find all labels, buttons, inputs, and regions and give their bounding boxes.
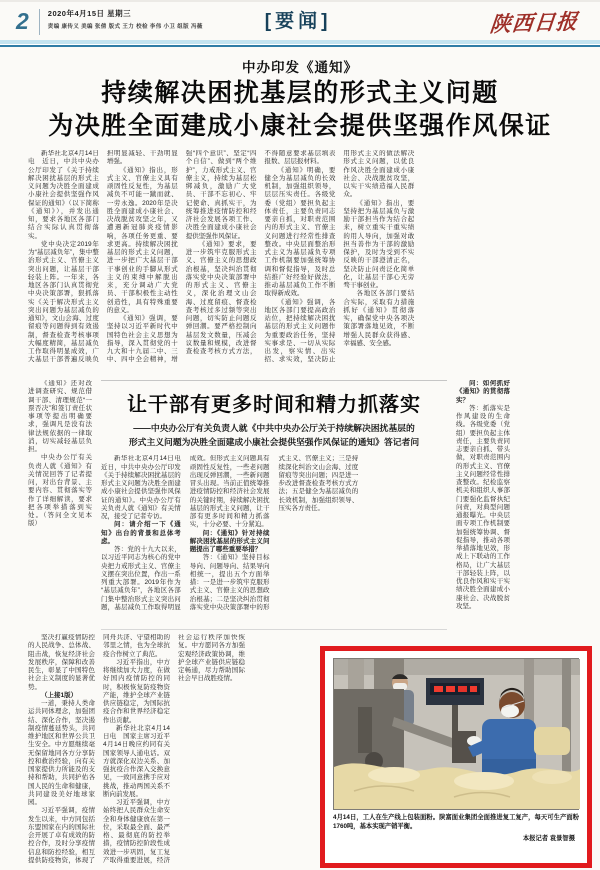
section-label: [要闻] (264, 11, 332, 32)
article1-kicker: 中办印发《通知》 (242, 60, 358, 75)
date-block (48, 8, 203, 30)
bottom-band (28, 634, 579, 870)
article2-subtitle (101, 422, 447, 449)
middle-band (28, 380, 572, 630)
photo-caption: 4月14日，工人在生产线上包装面粉。陕富面业集团全面推进复工复产，每天可生产面粉1760吨，基本实现产销平衡。 (333, 814, 579, 830)
article1-title-line1: 持续解决困扰基层的形式主义问题 (101, 79, 499, 107)
factory-photo-illustration (334, 659, 580, 809)
article2-subtitle-line1: ——中央办公厅有关负责人就《中共中央办公厅关于持续解决困扰基层的 (133, 423, 415, 433)
article2-subtitle-line2: 形式主义问题为决胜全面建成小康社会提供坚强作风保证的通知》答记者问 (128, 436, 420, 447)
photo-credit: 本报记者 袁景智摄 (522, 835, 575, 842)
continuation-body: 一道，秉持人类命运共同体理念，加强团结、深化合作，坚决遏制疫情蔓延势头，共同维护地区和世界公共卫生安全。中方愿继续毫无保留地同各方分享防控和救治经验，向有关国家提供力所能及的支持和帮助，共同护佑各国人民的生命和健康，共同建设美好地球家园。 习近平强调，疫情发生以来，中方同包括东盟国家在内的国际社会开展了卓有成效的防控合作，及时分享疫情信息和防控经验，相互提供防疫物资，体现了同舟共济、守望相助的邻里之情，也为全球抗疫合作树立了典范。 习近平指出，中方将继续加大力度，在做好国内疫情防控的同时，积极恢复防疫物资产能，维护全球产业链供应链稳定，为国际抗疫合作和世界经济稳定作出贡献。 新华社北京4月14日电 国家主席习近平4月14日晚应约同有关国家领导人通电话。双方就深化双边关系、加强抗疫合作深入交换意见，一致同意携手应对挑战，推动两国关系不断向前发展。 习近平强调，中方始终把人民群众生命安全和身体健康放在第一位，采取最全面、最严格、最彻底的防控举措，疫情防控阶段性成效进一步巩固，复工复产取得重要进展，经济社会运行秩序加快恢复。中方愿同各方加强宏观经济政策协调，维护全球产业链供应链稳定畅通，尽力帮助国际社会早日战胜疫情。 (28, 634, 245, 864)
article1-side-column: 《通知》还对改进调查研究、规范借调干部、清理规范“一票否决”和签订责任状事项等提出明确要求，强调凡是没有法律法规依据的一律取消，切实减轻基层负担。 中央办公厅有关负责人就《通知》有关情况回答了记者提问，对出台背景、主要内容、贯彻落实等作了详细解读，要求把各项举措落到实处。（答问全文见本版） (28, 380, 92, 528)
news-photo (333, 658, 579, 810)
date-line: 2020年4月15日 星期三 (47, 9, 132, 18)
article2-box (101, 380, 447, 630)
article2-body-columns: 新华社北京4月14日电 近日，中共中央办公厅印发《关于持续解决困扰基层的形式主义问题为决胜全面建成小康社会提供坚强作风保证的通知》。中央办公厅有关负责人就《通知》有关情况，接受了记者专访。 问：请介绍一下《通知》出台的背景和总体考虑。 答：党的十九大以来，以习近平同志为核心的党中央把力戒形式主义、官僚主义摆在突出位置，作出一系列重大部署。2019年作为“基层减负年”，各地区各部门集中整治形式主义突出问题，基层减负工作取得明显成效。但形式主义问题具有顽固性反复性，一些老问题出现反弹回潮，一些新问题冒头出现。当前正值统筹推进疫情防控和经济社会发展的关键时期，持续解决困扰基层的形式主义问题，让干部有更多时间和精力抓落实，十分必要、十分紧迫。 问：《通知》针对持续解决困扰基层的形式主义问题提出了哪些重要举措？ 答：《通知》坚持目标导向、问题导向、结果导向相统一，提出五个方面举措：一是进一步筑牢克服形式主义、官僚主义的思想政治根基；二是坚决纠治贯彻落实党中央决策部署中的形式主义、官僚主义；三是持续深化纠治文山会海、过度留痕等突出问题；四是进一步改进督查检查考核方式方法；五是健全为基层减负的长效机制，加强组织领导、压实各方责任。 (101, 455, 359, 611)
header-divider (39, 9, 40, 35)
photo-area (330, 634, 579, 870)
header-rule-dark (0, 45, 600, 47)
newspaper-masthead: 陕西日报 (488, 9, 580, 37)
page-main (0, 56, 600, 870)
continuation-columns (28, 634, 320, 870)
page-header (0, 2, 600, 40)
article1-body-columns: 新华社北京4月14日电 近日，中共中央办公厅印发了《关于持续解决困扰基层的形式主义问题为决胜全面建成小康社会提供坚强作风保证的通知》（以下简称《通知》），并发出通知，要求各地区各部门结合实际认真贯彻落实。 党中央决定2019年为“基层减负年”，集中整治形式主义、官僚主义突出问题，让基层干部轻装上阵。一年来，各地区各部门认真贯彻党中央决策部署，狠抓落实《关于解决形式主义突出问题为基层减负的通知》，文山会海、过度留痕等问题得到有效遏制，督查检查考核事项大幅度精简，基层减负工作取得明显成效，广大基层干部普遍反映负担明显减轻、干劲明显增强。 《通知》指出，形式主义、官僚主义具有顽固性反复性，为基层减负不可能一蹴而就、一劳永逸。2020年是决胜全面建成小康社会、决战脱贫攻坚之年，又遭遇新冠肺炎疫情影响，各项任务更重、要求更高。持续解决困扰基层的形式主义问题，进一步把广大基层干部干事创业的手脚从形式主义的束缚中解脱出来，充分调动广大党员、干部积极性主动性创造性，具有特殊重要的意义。 《通知》强调，要坚持以习近平新时代中国特色社会主义思想为指导，深入贯彻党的十九大和十九届二中、三中、四中全会精神，增强“四个意识”、坚定“四个自信”、做到“两个维护”，力戒形式主义、官僚主义，持续为基层松绑减负，激励广大党员、干部不忘初心、牢记使命、真抓实干，为统筹推进疫情防控和经济社会发展各项工作、决胜全面建成小康社会提供坚强作风保证。 《通知》要求，要进一步筑牢克服形式主义、官僚主义的思想政治根基，坚决纠治贯彻落实党中央决策部署中的形式主义、官僚主义，深化治理文山会海、过度留痕、督查检查考核过多过频等突出问题，切实防止问题反弹回潮。要严格控制向基层发文数量，压减会议数量和规模，改进督查检查考核方式方法，不得随意要求基层填表报数、层层报材料。 《通知》明确，要健全为基层减负的长效机制，加强组织领导，层层压实责任。各级党委（党组）要担负起主体责任，主要负责同志要亲自抓，对职责范围内的形式主义、官僚主义问题进行经常性排查整改。中央层面整治形式主义为基层减负专项工作机制要加强统筹协调和督促指导，及时总结推广好经验好做法，推动基层减负工作不断取得新成效。 《通知》强调，各地区各部门要提高政治站位，把持续解决困扰基层的形式主义问题作为重要政治任务，坚持实事求是、一切从实际出发，察实情、出实招、求实效，坚决防止用形式主义的做法解决形式主义问题，以优良作风决胜全面建成小康社会、决战脱贫攻坚，以实干实绩造福人民群众。 《通知》指出，要坚持把为基层减负与激励干部担当作为结合起来，树立重实干重实绩的用人导向，加强对敢担当善作为干部的激励保护，及时为受到不实反映的干部澄清正名，坚决防止问责泛化简单化，让基层干部心无旁骛干事创业。 各地区各部门要结合实际，采取有力措施抓好《通知》贯彻落实，确保党中央各项决策部署落地见效，不断增强人民群众获得感、幸福感、安全感。 (28, 150, 415, 364)
editor-credits-line: 责编 康传义 美编 张倩 版式 王力 校检 李伟 小卫 组版 冯薇 (47, 24, 203, 30)
article1-title-line2: 为决胜全面建成小康社会提供坚强作风保证 (48, 112, 552, 140)
continuation-pre: 坚决打赢疫情防控的人民战争、总体战、阻击战，恢复经济社会发展秩序，保障和改善民生，彰显了中国特色社会主义制度的显著优势。 (28, 634, 95, 691)
article2-right-columns: 问：如何抓好《通知》的贯彻落实？ 答：抓落实是作风建设的生命线。各级党委（党组）要担负起主体责任，主要负责同志要亲自抓、带头做，对职责范围内的形式主义、官僚主义问题经常性排查整改。纪检监察机关和组织人事部门要强化监督执纪问责，对典型问题通报曝光。中央层面专项工作机制要加强统筹协调、督促指导，推动各项举措落地见效，形成上下联动的工作格局，让广大基层干部轻装上阵，以优良作风和实干实绩决胜全面建成小康社会、决战脱贫攻坚。 (456, 380, 510, 610)
annotation-box (320, 646, 592, 868)
page-number: 2 (16, 8, 29, 34)
article2-title: 让干部有更多时间和精力抓落实 (127, 394, 421, 416)
continued-from-page1-marker: （上接1版） (41, 691, 78, 699)
